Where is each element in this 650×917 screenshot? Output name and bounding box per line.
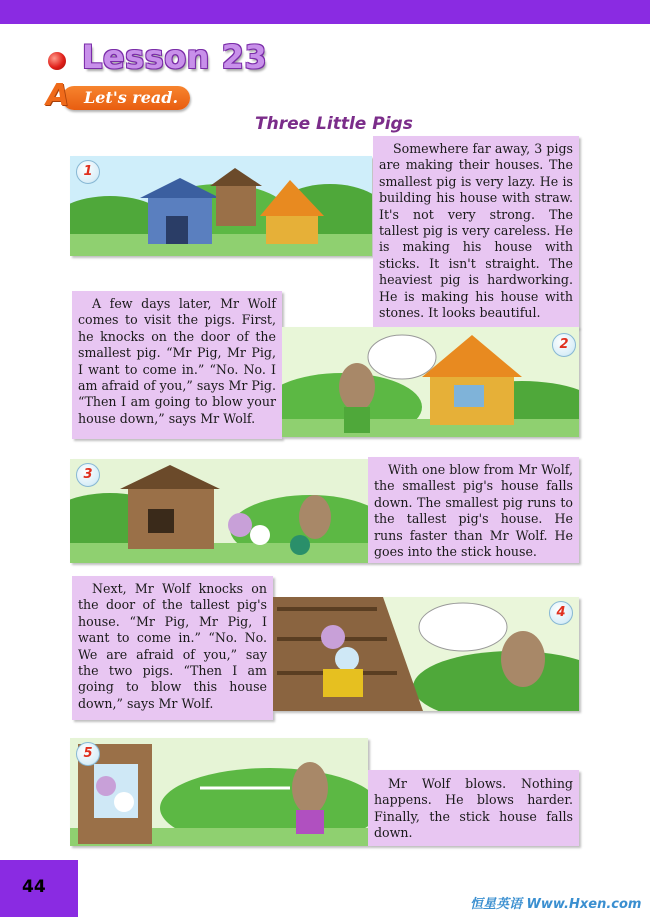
picture-number-4: 4 (549, 601, 573, 625)
illustration-1 (70, 156, 372, 256)
picture-number-5: 5 (76, 742, 100, 766)
lesson-title: Lesson 23 (82, 38, 268, 76)
top-color-bar (0, 0, 650, 24)
paragraph-text: With one blow from Mr Wolf, the smallest pig's house falls down. The smallest pig runs to the tallest pig's house. He runs faster than Mr Wolf. He goes into the stick house. (374, 462, 573, 560)
section-letter: A (46, 78, 70, 113)
paragraph-text: Next, Mr Wolf knocks on the door of the tallest pig's house. “Mr Pig, Mr Pig, I want to come in.” “No. No. We are afraid of you,” say the two pigs. “Then I am going to blow this house down,” says Mr Wolf. (78, 581, 267, 711)
page-number: 44 (22, 877, 46, 897)
story-paragraph-4 (72, 576, 273, 720)
paragraph-text: Somewhere far away, 3 pigs are making their houses. The smallest pig is very lazy. He is building his house with straw. It's not very strong. The tallest pig is very careless. He is making his house with sticks. It isn't straight. The heaviest pig is hardworking. He is making his house with stones. It looks beautiful. (379, 141, 573, 321)
illustration-4 (273, 597, 579, 711)
story-title: Three Little Pigs (255, 114, 413, 134)
illustration-5 (70, 738, 368, 846)
story-paragraph-1 (373, 136, 579, 328)
watermark: 恒星英语 Www.Hxen.com (470, 897, 642, 912)
paragraph-text: A few days later, Mr Wolf comes to visit the pigs. First, he knocks on the door of the smallest pig. “Mr Pig, Mr Pig, I want to come in.” “No. No. I am afraid of you,” says Mr Pig. “Then I am going to blow your house down,” says Mr Wolf. (78, 296, 276, 426)
red-bullet-icon (48, 52, 66, 70)
picture-number-3: 3 (76, 463, 100, 487)
section-label: Let's read. (84, 88, 179, 107)
story-paragraph-5 (368, 770, 579, 846)
illustration-3 (70, 459, 368, 563)
picture-number-1: 1 (76, 160, 100, 184)
story-paragraph-3 (368, 457, 579, 563)
picture-number-2: 2 (552, 333, 576, 357)
paragraph-text: Mr Wolf blows. Nothing happens. He blows harder. Finally, the stick house falls down. (374, 776, 573, 841)
illustration-2 (282, 327, 579, 437)
story-paragraph-2 (72, 291, 282, 439)
